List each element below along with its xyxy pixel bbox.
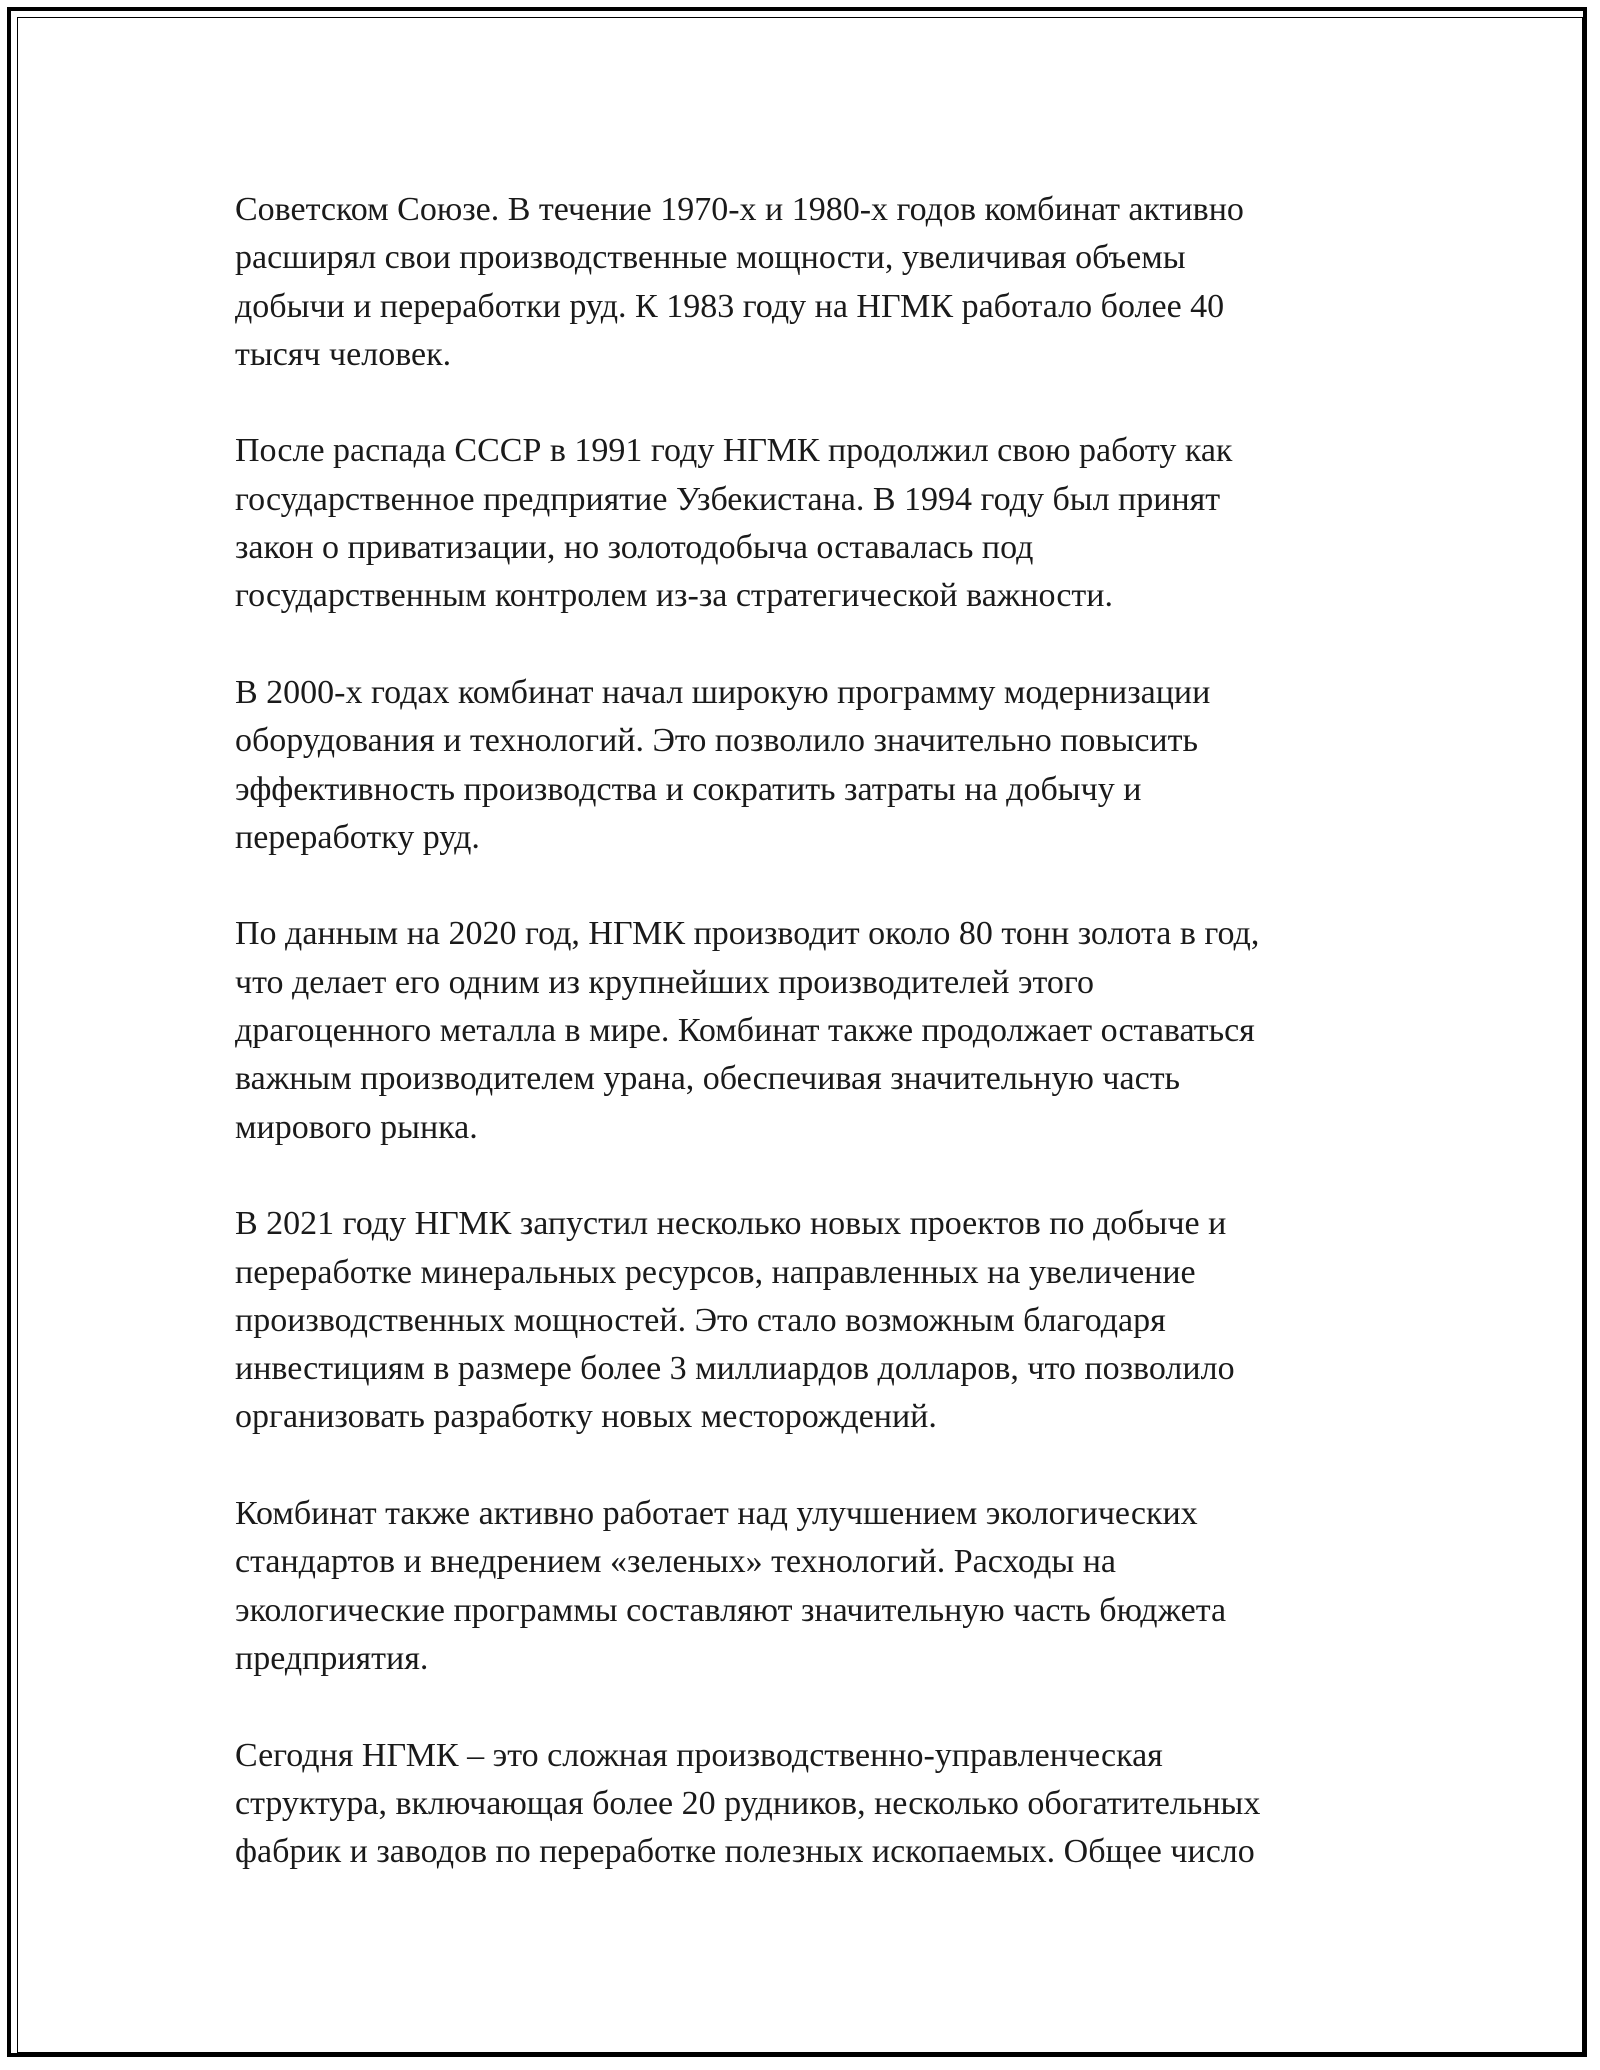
text-line: структура, включающая более 20 рудников, несколько обогатительных bbox=[235, 1784, 1261, 1822]
text-line: оборудования и технологий. Это позволило значительно повысить bbox=[235, 722, 1198, 760]
text-line: переработке минеральных ресурсов, направленных на увеличение bbox=[235, 1253, 1196, 1291]
text-line: Советском Союзе. В течение 1970-х и 1980-х годов комбинат активно bbox=[235, 191, 1244, 228]
document-body bbox=[235, 186, 1375, 1876]
text-line: расширял свои производственные мощности, увеличивая объемы bbox=[235, 239, 1186, 277]
text-line: предприятия. bbox=[235, 1639, 429, 1677]
paragraph bbox=[235, 1490, 1375, 1683]
paragraph bbox=[235, 669, 1375, 862]
text-line: эффективность производства и сократить затраты на добычу и bbox=[235, 770, 1142, 808]
text-line: что делает его одним из крупнейших производителей этого bbox=[235, 963, 1095, 1001]
text-line: тысяч человек. bbox=[235, 335, 452, 373]
text-line: Комбинат также активно работает над улучшением экологических bbox=[235, 1495, 1198, 1533]
paragraph bbox=[235, 910, 1375, 1151]
text-line: государственным контролем из-за стратегической важности. bbox=[235, 577, 1113, 615]
text-line: государственное предприятие Узбекистана. В 1994 году был принят bbox=[235, 480, 1221, 518]
text-line: инвестициям в размере более 3 миллиардов долларов, что позволило bbox=[235, 1350, 1235, 1388]
text-line: организовать разработку новых месторождений. bbox=[235, 1398, 937, 1436]
text-line: мирового рынка. bbox=[235, 1108, 478, 1146]
text-line: закон о приватизации, но золотодобыча оставалась под bbox=[235, 529, 1034, 567]
text-line: По данным на 2020 год, НГМК производит около 80 тонн золота в год, bbox=[235, 915, 1260, 953]
text-line: производственных мощностей. Это стало возможным благодаря bbox=[235, 1301, 1166, 1339]
text-line: экологические программы составляют значительную часть бюджета bbox=[235, 1591, 1227, 1629]
text-line: драгоценного металла в мире. Комбинат также продолжает оставаться bbox=[235, 1012, 1255, 1050]
text-line: стандартов и внедрением «зеленых» технологий. Расходы на bbox=[235, 1543, 1116, 1581]
text-line: В 2000-х годах комбинат начал широкую программу модернизации bbox=[235, 673, 1211, 711]
text-line: переработку руд. bbox=[235, 818, 480, 856]
paragraph bbox=[235, 186, 1375, 379]
text-line: фабрик и заводов по переработке полезных ископаемых. Общее число bbox=[235, 1833, 1255, 1871]
paragraph bbox=[235, 1732, 1375, 1877]
text-line: важным производителем урана, обеспечивая значительную часть bbox=[235, 1060, 1181, 1098]
text-line: Сегодня НГМК – это сложная производственно-управленческая bbox=[235, 1736, 1163, 1774]
paragraph bbox=[235, 427, 1375, 620]
text-line: В 2021 году НГМК запустил несколько новых проектов по добыче и bbox=[235, 1205, 1227, 1243]
paragraph bbox=[235, 1200, 1375, 1441]
text-line: После распада СССР в 1991 году НГМК продолжил свою работу как bbox=[235, 432, 1233, 470]
text-line: добычи и переработки руд. К 1983 году на НГМК работало более 40 bbox=[235, 287, 1225, 325]
